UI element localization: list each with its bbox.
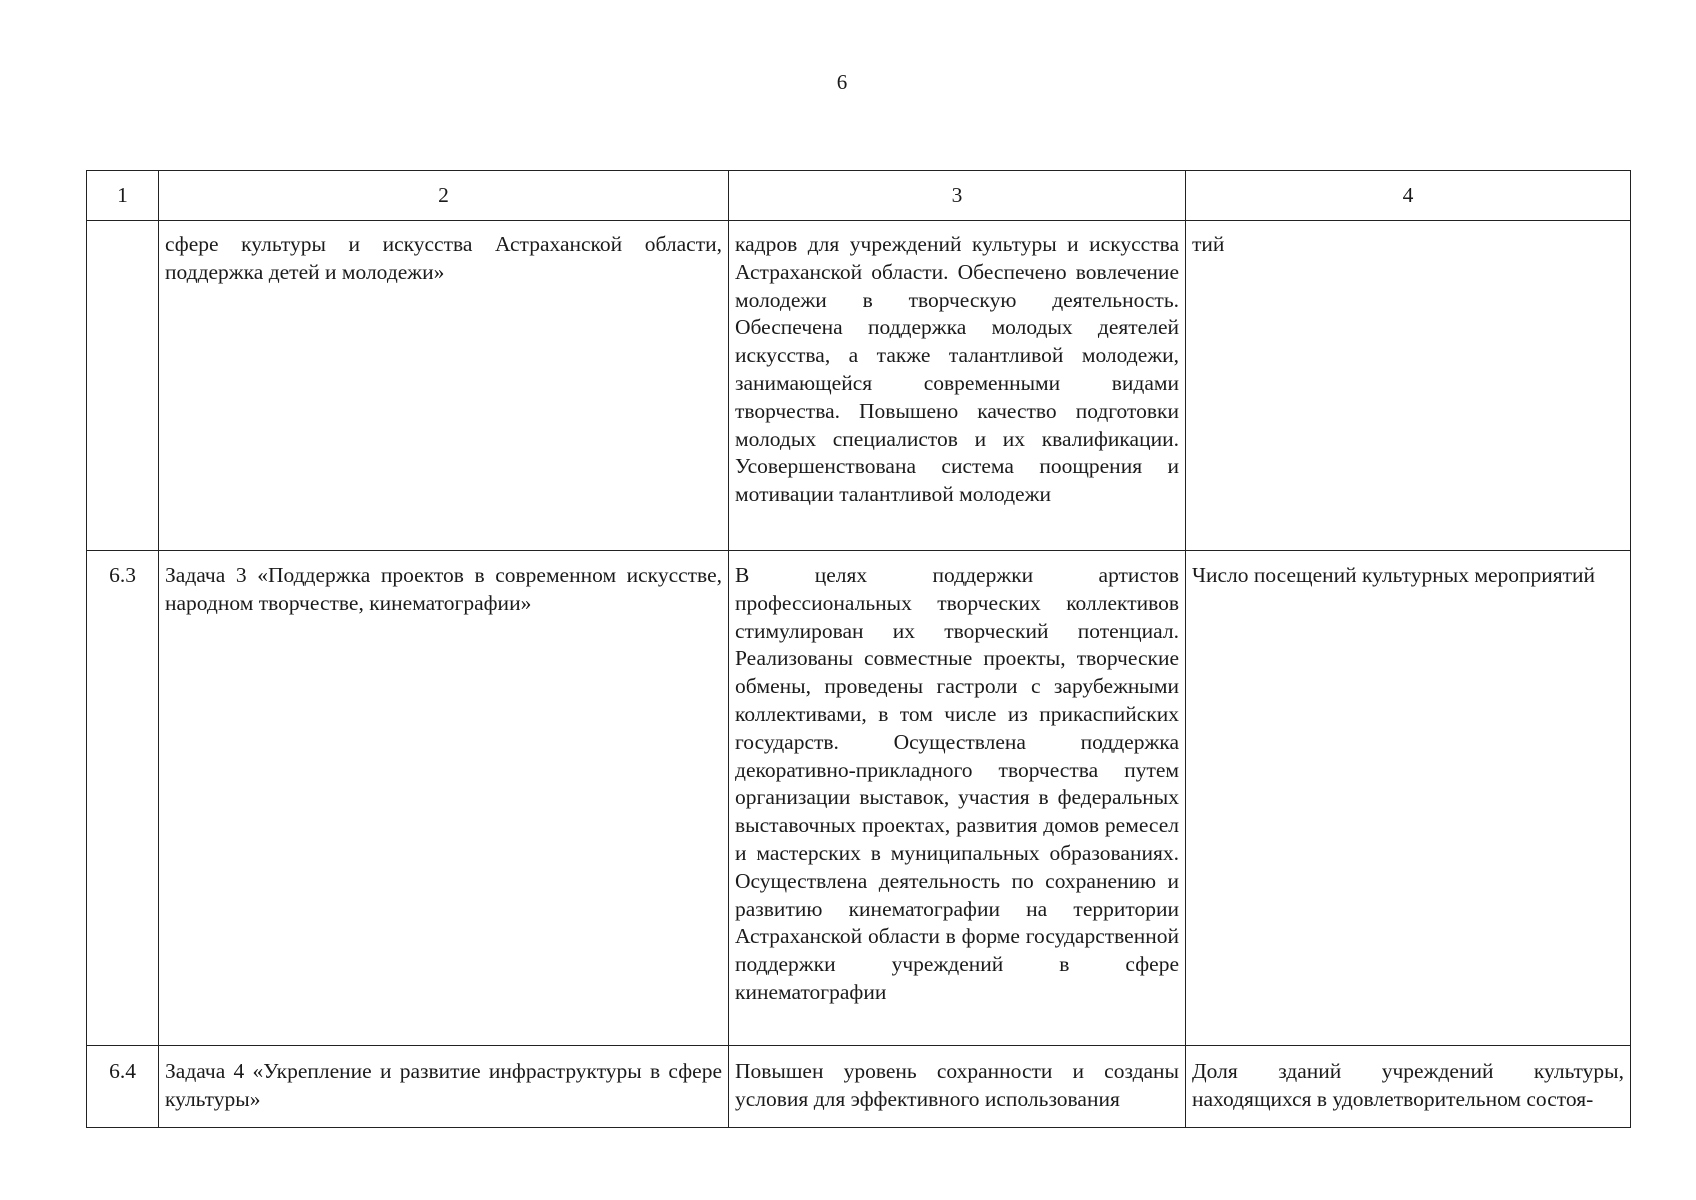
task-text: сфере культуры и искусства Астраханской области, поддержка детей и молодежи» (165, 232, 722, 284)
result-cell (729, 1046, 1186, 1128)
indicator-cell (1186, 1046, 1631, 1128)
results-table (86, 170, 1631, 1128)
column-header: 1 (87, 171, 159, 221)
indicator-text: Доля зданий учреждений культуры, находящихся в удовлетворительном состоя- (1192, 1059, 1624, 1111)
task-cell (159, 551, 729, 1046)
column-header: 3 (729, 171, 1186, 221)
task-text: Задача 4 «Укрепление и развитие инфраструктуры в сфере культуры» (165, 1059, 722, 1111)
task-cell (159, 1046, 729, 1128)
column-header: 4 (1186, 171, 1631, 221)
table-row (87, 221, 1631, 551)
row-number-cell (87, 1046, 159, 1128)
table-header-row (87, 171, 1631, 221)
indicator-cell (1186, 221, 1631, 551)
row-number: 6.3 (109, 563, 136, 587)
indicator-cell (1186, 551, 1631, 1046)
indicator-text: Число посещений культурных мероприятий (1192, 563, 1596, 587)
task-cell (159, 221, 729, 551)
page-number: 6 (836, 70, 848, 94)
row-number-cell (87, 221, 159, 551)
table-row (87, 551, 1631, 1046)
indicator-text: тий (1192, 232, 1225, 256)
column-header: 2 (159, 171, 729, 221)
table-row (87, 1046, 1631, 1128)
row-number: 6.4 (109, 1059, 136, 1083)
row-number-cell (87, 551, 159, 1046)
result-text: кадров для учреждений культуры и искусства Астраханской области. Обеспечено вовлечение молодежи в творческую деятельность. Обеспечена поддержка молодых деятелей искусства, а также талантливой молодежи, занимающейся современными видами творчества. Повышено качество подготовки молодых специалистов и их квалификации. Усовершенствована система поощрения и мотивации талантливой молодежи (735, 232, 1179, 507)
result-text: Повышен уровень сохранности и созданы условия для эффективного использования (735, 1059, 1179, 1111)
result-cell (729, 221, 1186, 551)
result-text: В целях поддержки артистов профессиональных творческих коллективов стимулирован их творческий потенциал. Реализованы совместные проекты, творческие обмены, проведены гастроли с зарубежными коллективами, в том числе из прикаспийских государств. Осуществлена поддержка декоративно-прикладного творчества путем организации выставок, участия в федеральных выставочных проектах, развития домов ремесел и мастерских в муниципальных образованиях. Осуществлена деятельность по сохранению и развитию кинематографии на территории Астраханской области в форме государственной поддержки учреждений в сфере кинематографии (735, 563, 1179, 1004)
task-text: Задача 3 «Поддержка проектов в современном искусстве, народном творчестве, кинематографии» (165, 563, 722, 615)
result-cell (729, 551, 1186, 1046)
